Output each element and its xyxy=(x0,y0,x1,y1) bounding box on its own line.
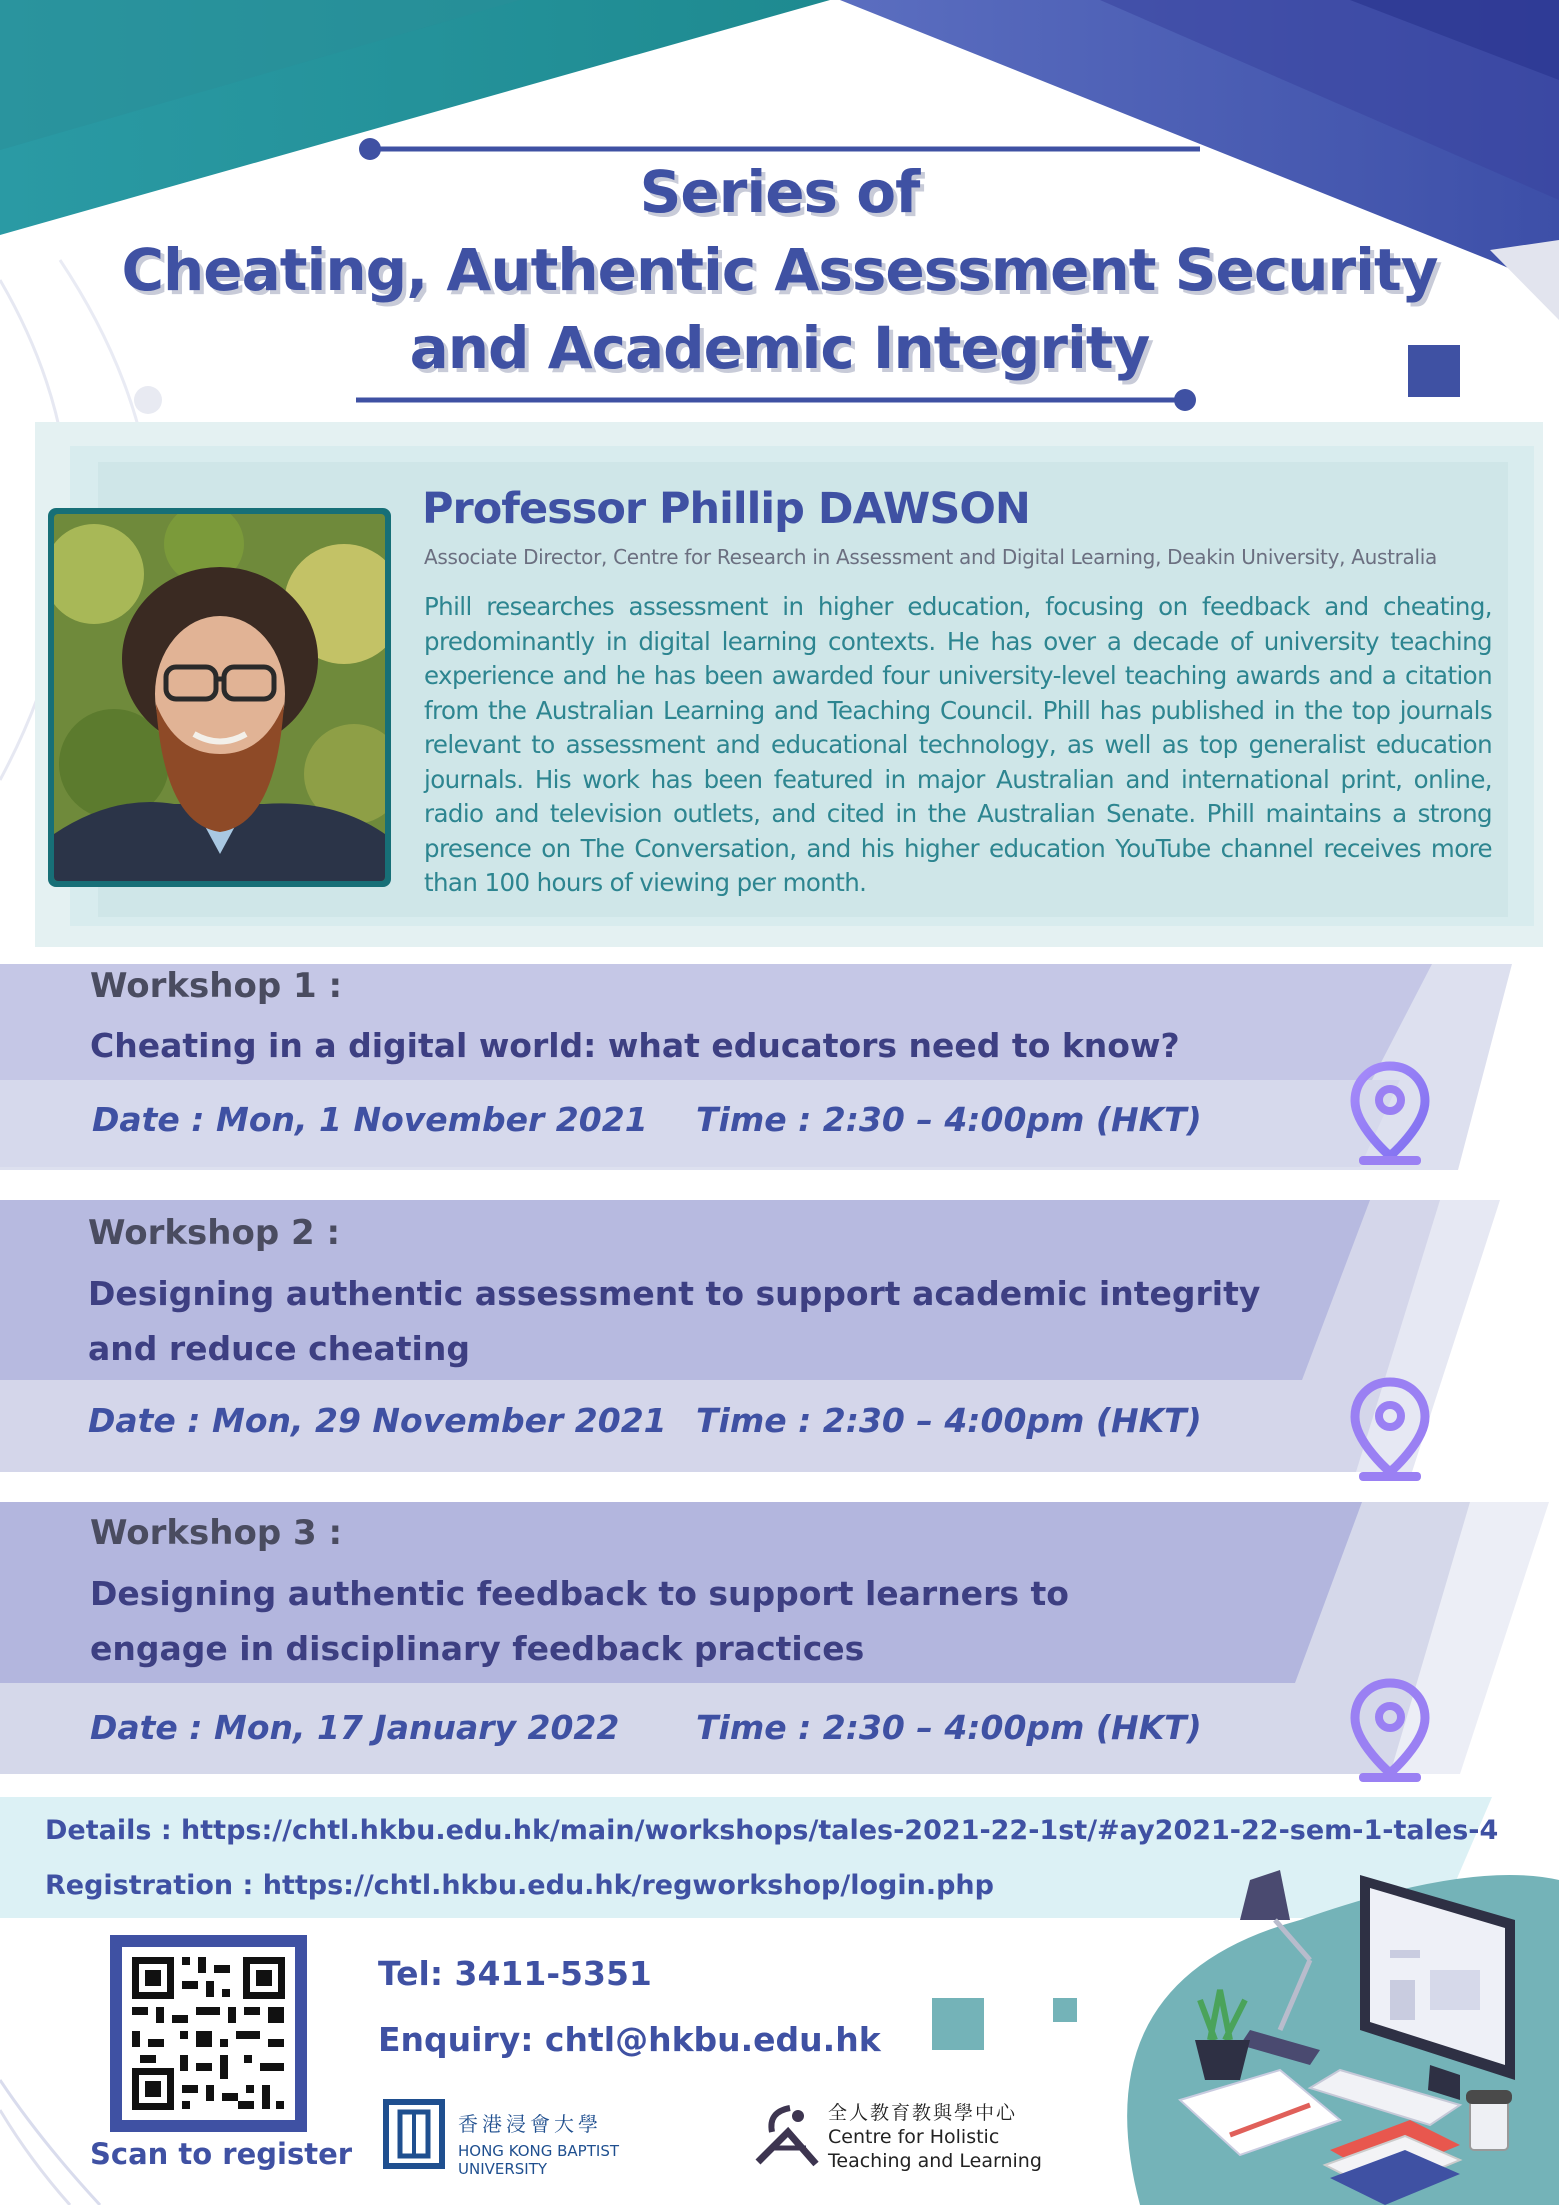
workshop-1-label: Workshop 1 : xyxy=(90,966,343,1006)
title-line-3: and Academic Integrity xyxy=(409,314,1150,382)
speaker-role: Associate Director, Centre for Research in Assessment and Digital Learning, Deakin University, Australia xyxy=(424,545,1437,569)
portrait-photo xyxy=(48,508,391,887)
workshop-2-date: Date : Mon, 29 November 2021 xyxy=(88,1401,667,1440)
location-pin-icon xyxy=(1345,1675,1435,1785)
workshop-2-title-line-2: and reduce cheating xyxy=(88,1329,470,1368)
chtl-logo xyxy=(750,2094,1070,2184)
workshop-2-label: Workshop 2 : xyxy=(88,1213,341,1253)
workshop-1-time: Time : 2:30 – 4:00pm (HKT) xyxy=(696,1100,1202,1139)
workshop-2-time: Time : 2:30 – 4:00pm (HKT) xyxy=(696,1401,1202,1440)
workshop-1-date: Date : Mon, 1 November 2021 xyxy=(92,1100,648,1139)
title-line-2: Cheating, Authentic Assessment Security xyxy=(121,236,1438,304)
hkbu-chinese-name: 香港浸會大學 xyxy=(458,2112,602,2136)
speaker-name: Professor Phillip DAWSON xyxy=(422,484,1030,534)
workshop-3-label: Workshop 3 : xyxy=(90,1513,343,1553)
workshop-1-title-line-1: Cheating in a digital world: what educators need to know? xyxy=(90,1026,1180,1065)
chtl-emblem-icon xyxy=(750,2102,828,2172)
hkbu-english-name: HONG KONG BAPTIST UNIVERSITY xyxy=(458,2142,620,2178)
details-link[interactable]: Details : https://chtl.hkbu.edu.hk/main/workshops/tales-2021-22-1st/#ay2021-22-sem-1-tales-4 xyxy=(45,1815,1499,1846)
desk-illustration xyxy=(1160,1860,1559,2205)
workshop-2-title-line-1: Designing authentic assessment to support academic integrity xyxy=(88,1274,1261,1313)
hkbu-logo xyxy=(382,2096,702,2176)
hkbu-crest-icon xyxy=(382,2096,446,2172)
scan-to-register-label: Scan to register xyxy=(90,2137,353,2171)
qr-code[interactable] xyxy=(110,1935,307,2132)
chtl-chinese-name: 全人教育教與學中心 xyxy=(828,2102,1018,2124)
enquiry-email[interactable]: Enquiry: chtl@hkbu.edu.hk xyxy=(378,2020,881,2059)
speaker-bio: Phill researches assessment in higher education, focusing on feedback and cheating, predominantly in digital learning contexts. He has over a decade of university teaching experience and he has been awarded four university-level teaching awards and a citation from the Australian Learning and Teaching Council. Phill has published in the top journals relevant to assessment and educational technology, as well as top generalist education journals. His work has been featured in major Australian and international print, online, radio and television outlets, and cited in the Australian Senate. Phill maintains a strong presence on The Conversation, and his higher education YouTube channel receives more than 100 hours of viewing per month. xyxy=(424,592,1492,897)
location-pin-icon xyxy=(1345,1058,1435,1168)
chtl-english-line-2: Teaching and Learning xyxy=(828,2150,1042,2172)
title-line-1: Series of xyxy=(639,158,920,226)
telephone: Tel: 3411-5351 xyxy=(378,1954,652,1993)
workshop-3-date: Date : Mon, 17 January 2022 xyxy=(90,1708,620,1747)
location-pin-icon xyxy=(1345,1374,1435,1484)
workshop-3-title-line-2: engage in disciplinary feedback practices xyxy=(90,1629,865,1668)
chtl-english-line-1: Centre for Holistic xyxy=(828,2126,1000,2148)
registration-link[interactable]: Registration : https://chtl.hkbu.edu.hk/regworkshop/login.php xyxy=(45,1870,994,1901)
workshop-3-time: Time : 2:30 – 4:00pm (HKT) xyxy=(696,1708,1202,1747)
workshop-3-title-line-1: Designing authentic feedback to support learners to xyxy=(90,1574,1069,1613)
